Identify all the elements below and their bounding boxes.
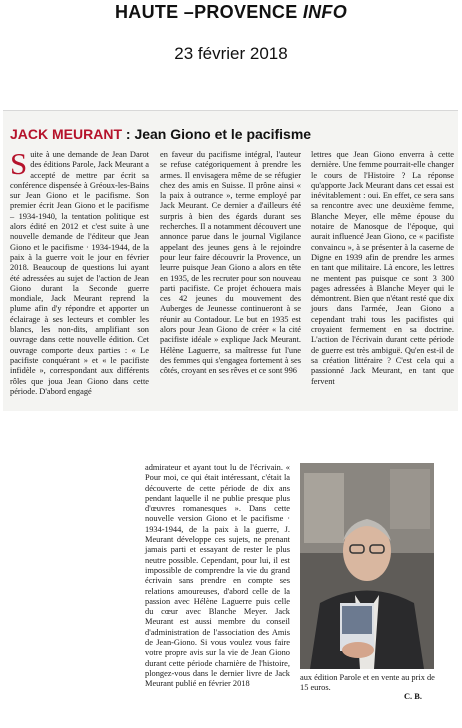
- newspaper-title-text: HAUTE –PROVENCE: [114, 2, 298, 22]
- newspaper-title-suffix: INFO: [302, 2, 348, 22]
- article-column-1: [10, 146, 149, 397]
- column-1-text: uite à une demande de Jean Darot des éditions Parole, Jack Meurant a accepté de mettre par écrit sa conférence dispensée à Gréoux-les-Bains sur Jean Giono et le pacifisme. Son premier écrit Jean Giono et le pacifisme – 1934-1940, la tentation politique est alors édité en 2012 et c'est suite à une nouvelle demande de l'éditeur que Jean Giono et le pacifisme · 1934-1944, de la paix à la guerre voit le jour en février 2018. Beaucoup de questions lui ayant été adressées au sujet de l'action de Jean Giono durant la Seconde guerre mondiale, Jack Meurant reprend la plume afin d'y répondre et apporter un éclairage à ses lecteurs et combler les blancs, les non-dits, amplifiant son ouvrage dans cette nouvelle édition. Cet ouvrage comporte deux parties : « Le pacifiste conquérant » et « le pacifiste infidèle », correspondant aux différents rôles que joua Jean Giono dans cette période. D'abord engagé: [10, 150, 149, 396]
- article-column-3: lettres que Jean Giono enverra à cette dernière. Une femme pourrait-elle changer le cours de l'Histoire ? La réponse qu'apporte Jack Meurant dans cet essai est inévitablement : oui. En effet, ce sera sans sa rencontre avec une deuxième femme, Blanche Meyer, elle même épouse du notaire de Manosque de l'époque, qui aurait influencé Jean Giono, ce « pacifiste convaincu », à se présenter à la caserne de Digne en 1939 afin de prendre les armes en tant que militaire. Là encore, les lettres ne mentent pas puisque ce sont 3 300 pages adressées à Blanche Meyer qui le démontrent. Bien que n'étant resté que dix jours dans l'armée, Jean Giono a cependant trahi tous les pacifistes qui croyaient fermement en sa doctrine. L'action de l'écrivain durant cette période de guerre est très ambiguë. Qu'en est-il de sa création littéraire ? C'est cela qui a passionné Jack Meurant, en tant que fervent: [311, 150, 454, 386]
- headline-subject: : Jean Giono et le pacifisme: [125, 126, 312, 142]
- portrait-photo-icon: [300, 463, 434, 669]
- article-column-2: en faveur du pacifisme intégral, l'auteur se refuse catégoriquement à prendre les armes. Il envisagera même de se réfugier chez des amis en Suisse. Il prône ainsi « la paix à outrance », terme employé par Jack Meurant. Ce dernier a d'ailleurs été surpris à bien des égards durant ses recherches. Il a notamment découvert une annonce parue dans le journal Vigilance appelant des jeunes gens à le rejoindre pour leur faire découvrir la Provence, un leurre puisque Jean Giono a alors en tête en 1935, de les recruter pour son nouveau parti pacifiste. Ce projet échouera mais ces 42 jeunes du mouvement des Auberges de Jeunesse continueront à se réunir au Contadour. Le but en 1935 est alors pour Jean Giono de créer « la cité pacifiste idéale » explique Jack Meurant. Hélène Laguerre, sa maîtresse fut l'une des femmes qui s'engagea fortement à ses côtés, croyant en ses rêves et ce sont 996: [160, 150, 301, 376]
- headline-author: JACK MEURANT: [10, 126, 122, 142]
- newspaper-title: [0, 2, 462, 23]
- publication-date: 23 février 2018: [174, 44, 288, 63]
- drop-cap: S: [10, 146, 28, 181]
- article-headline: [10, 126, 311, 142]
- article-column-4: admirateur et ayant tout lu de l'écrivain. « Pour moi, ce qui était intéressant, c'était la découverte de cette période de dix ans pendant laquelle il ne publie presque plus d'œuvres romanesques ». Dans cette nouvelle version Giono et le pacifisme · 1934-1944, de la paix à la guerre, J. Meurant développe ces sujets, ne prenant jamais parti et essayant de rester le plus neutre possible. Cependant, pour lui, il est impossible de comprendre la vie du grand écrivain sans prendre en compte ses relations amoureuses, d'abord celle de la passion avec Hélène Laguerre puis celle du cœur avec Blanche Meyer. Jack Meurant est aussi membre du conseil d'administration de l'association des Amis de Jean-Giono. Si vous voulez vous faire votre propre avis sur la vie de Jean Giono durant cette période charnière de l'histoire, plongez-vous dans le dernier livre de Jack Meurant publié en février 2018: [145, 463, 290, 689]
- author-credit: C. B.: [404, 692, 422, 701]
- article-column-5: aux édition Parole et en vente au prix de 15 euros.: [300, 673, 435, 693]
